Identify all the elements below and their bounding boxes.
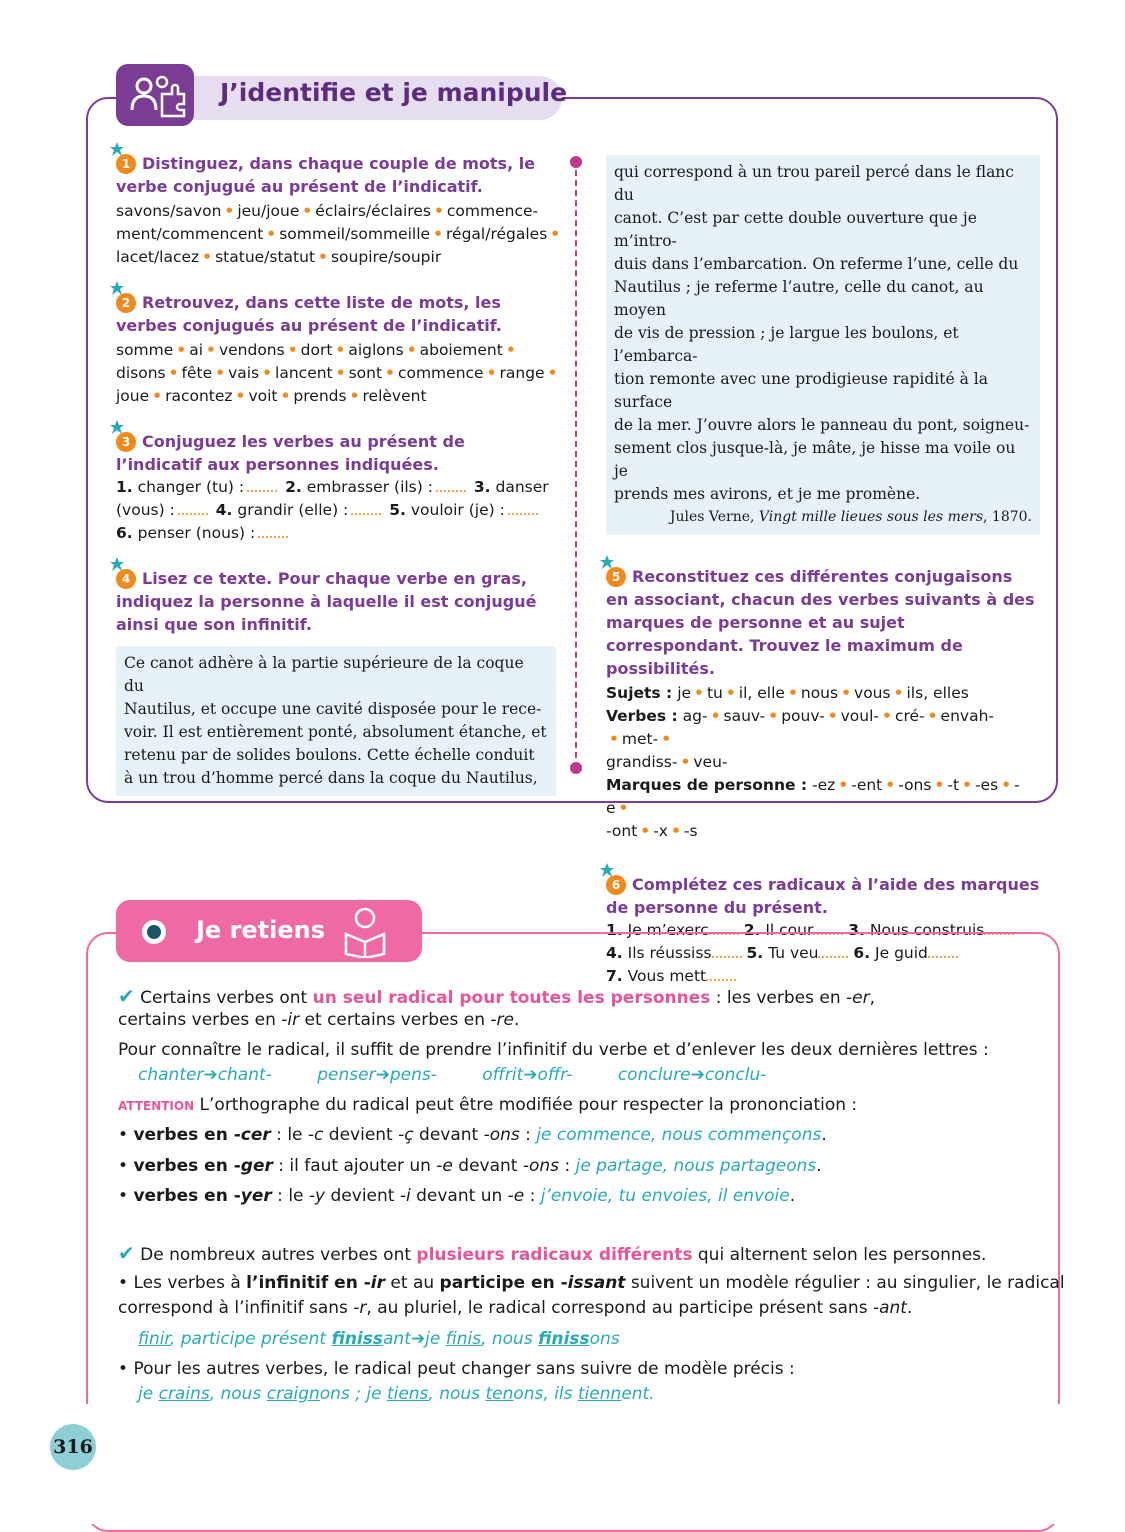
puzzle-people-icon xyxy=(116,64,194,126)
exercise-2-words-line-3: joue • racontez • voit • prends • relèvent xyxy=(116,387,427,405)
right-column xyxy=(606,155,1040,988)
star-icon xyxy=(110,281,124,295)
arrow-icon: ➔ xyxy=(523,1065,538,1085)
exercise-4-instruction: 4 Lisez ce texte. Pour chaque verbe en gras, indiquez la personne à laquelle il est conjugué ainsi que son infinitif. xyxy=(116,567,556,636)
arrow-icon: ➔ xyxy=(410,1329,426,1349)
answer-blank[interactable] xyxy=(351,501,381,515)
rule-intro-line-1: ✔ Certains verbes ont un seul radical pour toutes les personnes : les verbes en -er, xyxy=(118,984,875,1008)
multiple-radicals-intro: ✔ De nombreux autres verbes ont plusieurs radicaux différents qui alternent selon les personnes. xyxy=(118,1241,987,1265)
answer-blank[interactable] xyxy=(436,478,466,492)
star-icon xyxy=(600,863,614,877)
exercise-6-instruction: 6 Complétez ces radicaux à l’aide des marques de personne du présent. xyxy=(606,873,1040,919)
section-title: Je retiens xyxy=(196,916,326,944)
exercise-6-line-2: 4. Ils réussiss 5. Tu veu 6. Je guid xyxy=(606,942,1040,965)
rule-cer: • verbes en -cer : le -c devient -ç devant -ons : je commence, nous commençons. xyxy=(118,1125,827,1145)
left-column xyxy=(116,152,561,796)
divider-dot-top xyxy=(570,156,582,168)
exercise-2-words-line-1: somme • ai • vendons • dort • aiglons • aboiement • xyxy=(116,341,516,359)
exercise-5-instruction: 5 Reconstituez ces différentes conjugaisons en associant, chacun des verbes suivants à des marques de personne et au sujet correspondant. Trouvez le maximum de possibilités. xyxy=(606,565,1040,680)
rule-intro-line-2: certains verbes en -ir et certains verbes en -re. xyxy=(118,1010,520,1030)
arrow-icon: ➔ xyxy=(203,1065,218,1085)
exercise-number: 6 xyxy=(606,875,626,895)
exercise-1-words-line-2: ment/commencent • sommeil/sommeille • régal/régales • xyxy=(116,225,561,243)
exercise-5-verbs: Verbes : ag- • sauv- • pouv- • voul- • cré- • envah-• met- • xyxy=(606,707,994,748)
exercise-number: 4 xyxy=(116,569,136,589)
exercise-6-line-3: 7. Vous mett xyxy=(606,965,1040,988)
text-source: Jules Verne, Vingt mille lieues sous les mers, 1870. xyxy=(669,509,1032,525)
page-bottom-fade xyxy=(80,1404,1080,1524)
answer-blank[interactable] xyxy=(258,524,288,538)
exercise-3-line-3: 6. penser (nous) : xyxy=(116,522,556,545)
page-number: 316 xyxy=(50,1424,96,1470)
ir-verbs-rule-line-1: • Les verbes à l’infinitif en -ir et au participe en -issant suivent un modèle régulier : au singulier, le radical xyxy=(118,1273,1065,1293)
manipulate-section-header xyxy=(116,64,568,120)
section-title: J’identifie et je manipule xyxy=(220,78,568,107)
radical-explanation: Pour connaître le radical, il suffit de prendre l’infinitif du verbe et d’enlever les deux dernières lettres : xyxy=(118,1040,989,1060)
star-icon xyxy=(110,557,124,571)
exercise-1-words-line-1: savons/savon • jeu/joue • éclairs/éclaires • commence- xyxy=(116,202,539,220)
exercise-5-verbs-2: grandiss- • veu- xyxy=(606,753,728,771)
exercise-3-instruction: 3 Conjuguez les verbes au présent de l’indicatif aux personnes indiquées. xyxy=(116,430,556,476)
exercise-3-line-2: (vous) : 4. grandir (elle) : 5. vouloir (je) : xyxy=(116,499,556,522)
exercise-6-line-1: 1. Je m’exerc 2. Il cour 3. Nous construis xyxy=(606,919,1040,942)
exercise-1-words-line-3: lacet/lacez • statue/statut • soupire/soupir xyxy=(116,248,442,266)
rule-yer: • verbes en -yer : le -y devient -i devant un -e : j’envoie, tu envoies, il envoie. xyxy=(118,1186,796,1206)
exercise-5-subjects: Sujets : je • tu • il, elle • nous • vous • ils, elles xyxy=(606,684,969,702)
ir-verbs-rule-line-2: correspond à l’infinitif sans -r, au pluriel, le radical correspond au participe présent sans -ant. xyxy=(118,1298,913,1318)
exercise-3-line-1: 1. changer (tu) : 2. embrasser (ils) : 3. danser xyxy=(116,478,549,496)
check-icon: ✔ xyxy=(118,1241,135,1265)
star-icon xyxy=(600,555,614,569)
exercise-number: 5 xyxy=(606,567,626,587)
rule-ger: • verbes en -ger : il faut ajouter un -e devant -ons : je partage, nous partageons. xyxy=(118,1156,822,1176)
reading-person-icon xyxy=(340,906,390,958)
radical-examples: chanter➔chant- penser➔pens- offrit➔offr- conclure➔conclu- xyxy=(138,1065,767,1085)
verne-text-part-1: Ce canot adhère à la partie supérieure de la coque du Nautilus, et occupe une cavité disposée pour le rece- voir. Il est entièrement ponté, absolument étanche, et retenu par de solides boulons. Cette échelle conduit à un trou d’homme percé dans la coque du Nautilus, xyxy=(116,646,556,796)
attention-note: ATTENTION L’orthographe du radical peut être modifiée pour respecter la prononciation : xyxy=(118,1095,858,1115)
exercise-number: 1 xyxy=(116,154,136,174)
exercise-5-markers: Marques de personne : -ez • -ent • -ons • -t • -es • -e • xyxy=(606,776,1020,817)
exercise-2-words-line-2: disons • fête • vais • lancent • sont • commence • range • xyxy=(116,364,558,382)
other-verbs-rule: • Pour les autres verbes, le radical peut changer sans suivre de modèle précis : xyxy=(118,1359,795,1379)
other-verbs-example: je crains, nous craignons ; je tiens, nous tenons, ils tiennent. xyxy=(138,1384,655,1404)
finir-example: finir, participe présent finissant➔je finis, nous finissons xyxy=(138,1329,620,1349)
verne-text-part-2: qui correspond à un trou pareil percé dans le flanc du canot. C’est par cette double ouverture que je m’intro- duis dans l’embarcation. On referme l’une, celle du Nautilus ; je referme l’autre, celle du canot, au moyen de vis de pression ; je largue les boulons, et l’embarca- tion remonte avec une prodigieuse rapidité à la surface de la mer. J’ouvre alors le panneau du pont, soigneu- sement clos jusque-là, je mâte, je hisse ma voile ou je prends mes avirons, et je me promène. Jules Verne, Vingt mille lieues sous les mers, 1870. xyxy=(606,155,1040,535)
star-icon xyxy=(110,142,124,156)
divider-dot-bottom xyxy=(570,762,582,774)
star-icon xyxy=(110,420,124,434)
exercise-number: 3 xyxy=(116,432,136,452)
column-divider xyxy=(575,160,577,768)
answer-blank[interactable] xyxy=(247,478,277,492)
check-icon: ✔ xyxy=(118,984,135,1008)
exercise-5-markers-2: -ont • -x • -s xyxy=(606,822,698,840)
answer-blank[interactable] xyxy=(178,501,208,515)
exercise-1-instruction: 1 Distinguez, dans chaque couple de mots, le verbe conjugué au présent de l’indicatif. xyxy=(116,152,556,198)
arrow-icon: ➔ xyxy=(375,1065,390,1085)
exercise-2-instruction: 2 Retrouvez, dans cette liste de mots, les verbes conjugués au présent de l’indicatif. xyxy=(116,291,556,337)
answer-blank[interactable] xyxy=(508,501,538,515)
bullet-icon xyxy=(142,920,166,944)
arrow-icon: ➔ xyxy=(690,1065,705,1085)
exercise-number: 2 xyxy=(116,293,136,313)
